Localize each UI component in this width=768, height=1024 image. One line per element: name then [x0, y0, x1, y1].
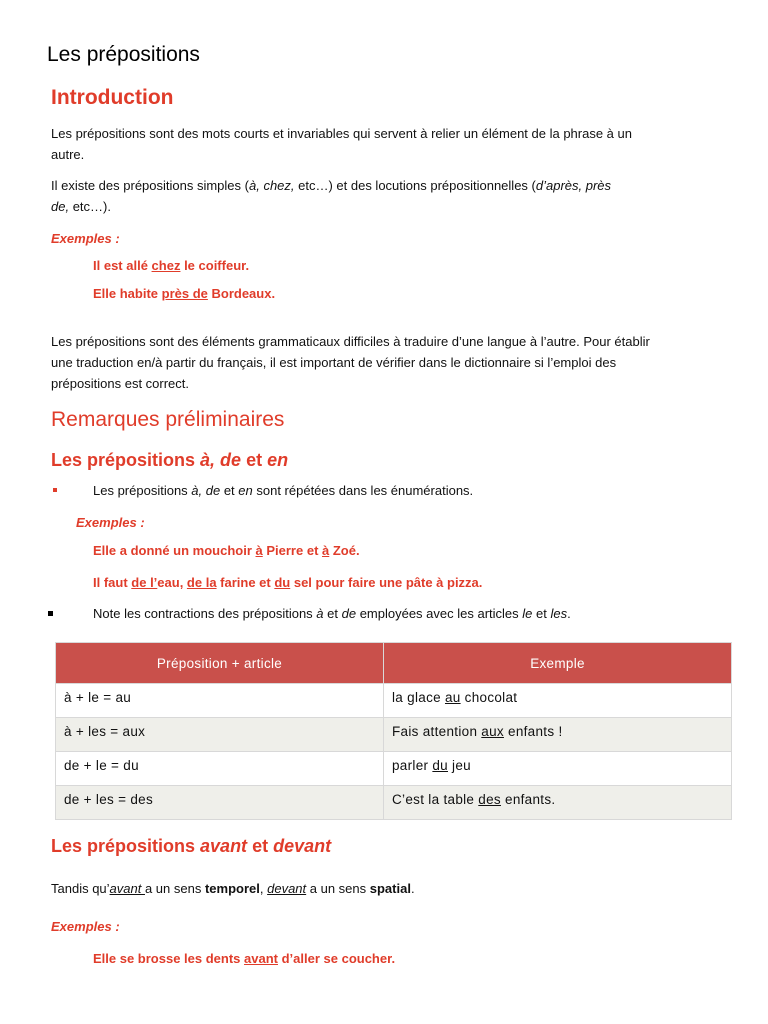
examples-label-2: Exemples : [76, 515, 145, 530]
example-4: Il faut de l’eau, de la farine et du sel pour faire une pâte à pizza. [93, 575, 483, 590]
table-cell: à + les = aux [56, 718, 384, 752]
table-cell: la glace au chocolat [384, 684, 732, 718]
bullet-contractions: Note les contractions des prépositions à et de employées avec les articles le et les. [93, 606, 571, 621]
table-row [56, 718, 732, 752]
example-3: Elle a donné un mouchoir à Pierre et à Zoé. [93, 543, 360, 558]
contractions-table [55, 642, 732, 820]
example-2: Elle habite près de Bordeaux. [93, 286, 276, 301]
table-cell: à + le = au [56, 684, 384, 718]
document-title: Les prépositions [47, 43, 200, 66]
table-row [56, 684, 732, 718]
table-cell: de + le = du [56, 752, 384, 786]
example-1: Il est allé chez le coiffeur. [93, 258, 250, 273]
table-row [56, 752, 732, 786]
bullet-square-icon [48, 611, 53, 616]
heading-remarques: Remarques préliminaires [51, 408, 285, 431]
subheading-a-de-en: Les prépositions à, de et en [51, 450, 289, 470]
table-header-cell: Préposition + article [56, 643, 384, 684]
intro-paragraph-3: Les prépositions sont des éléments grammaticaux difficiles à traduire d’une langue à l’autre. Pour établir une traduction en/à partir du français, il est important de vérifier dans le dictionnaire si l’emploi des prépositions est correct. [51, 334, 650, 391]
example-5: Elle se brosse les dents avant d’aller se coucher. [93, 951, 396, 966]
intro-paragraph-2: Il existe des prépositions simples (à, chez, etc…) et des locutions prépositionnelles (d’après, près de, etc…). [51, 178, 612, 214]
avant-devant-paragraph: Tandis qu’avant a un sens temporel, devant a un sens spatial. [51, 881, 415, 896]
bullet-enumerations: Les prépositions à, de et en sont répétées dans les énumérations. [93, 483, 474, 498]
heading-introduction: Introduction [51, 86, 174, 109]
table-cell: C’est la table des enfants. [384, 786, 732, 820]
table-row [56, 786, 732, 820]
subheading-avant-devant: Les prépositions avant et devant [51, 836, 332, 856]
table-cell: de + les = des [56, 786, 384, 820]
table-cell: Fais attention aux enfants ! [384, 718, 732, 752]
bullet-square-icon [53, 488, 57, 492]
examples-label-1: Exemples : [51, 231, 120, 246]
table-cell: parler du jeu [384, 752, 732, 786]
table-header-row [56, 643, 732, 684]
examples-label-3: Exemples : [51, 919, 120, 934]
intro-paragraph-1: Les prépositions sont des mots courts et invariables qui servent à relier un élément de la phrase à un autre. [51, 126, 632, 162]
table-header-cell: Exemple [384, 643, 732, 684]
